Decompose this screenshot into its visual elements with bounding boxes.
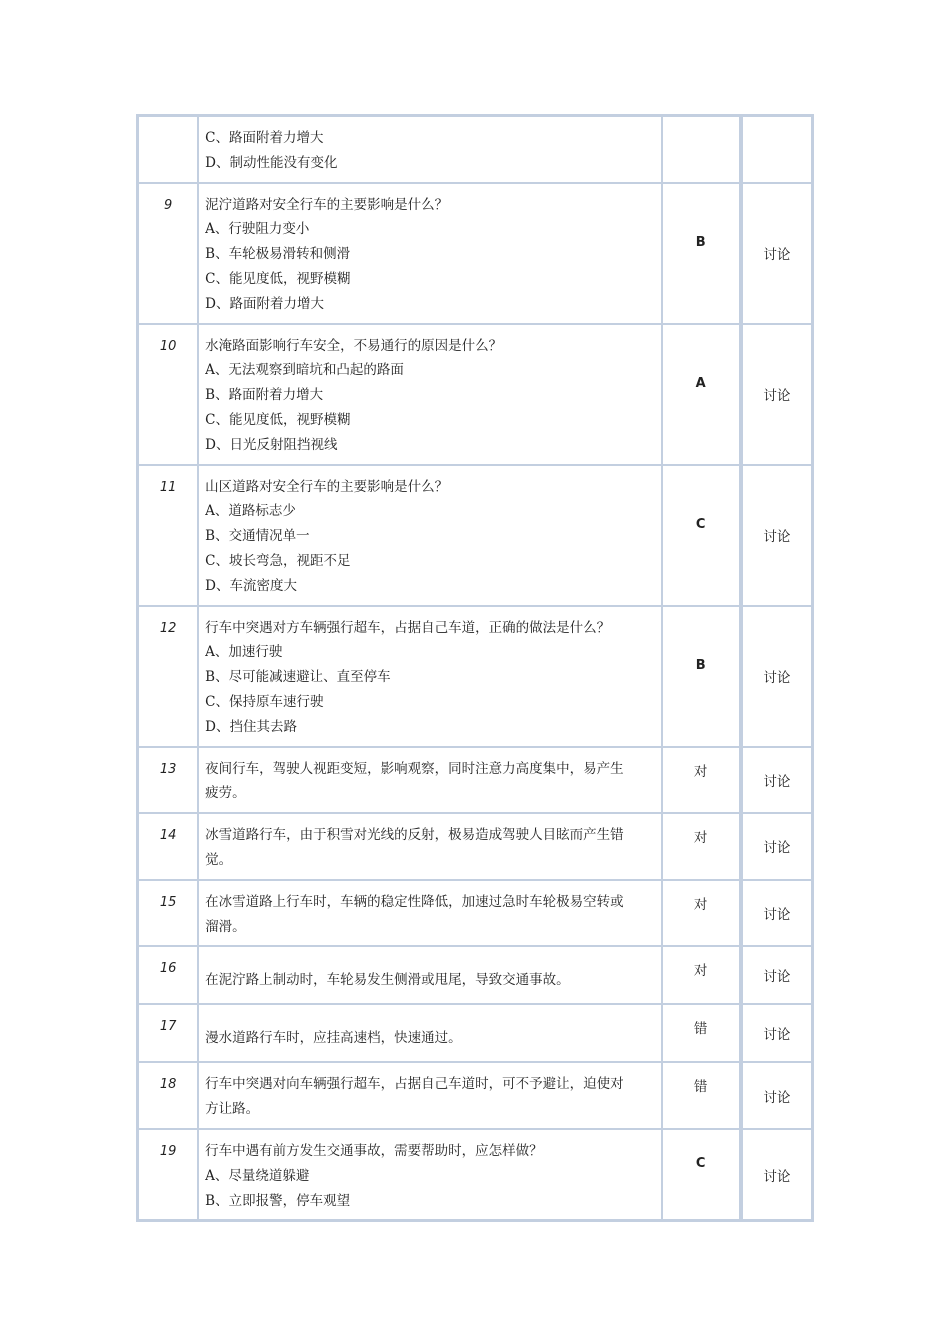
- correct-answer: A: [695, 375, 706, 391]
- question-line: 在冰雪道路上行车时，车辆的稳定性降低，加速过急时车轮极易空转或: [205, 893, 624, 910]
- question-text: [199, 1063, 660, 1128]
- question-line: 漫水道路行车时，应挂高速档，快速通过。: [205, 1030, 462, 1047]
- answer-option: B、尽可能减速避让、直至停车: [205, 669, 391, 686]
- answer-option: B、立即报警，停车观望: [205, 1192, 351, 1209]
- question-number-cell: [138, 324, 198, 465]
- question-number: 15: [159, 894, 177, 910]
- answer-option: D、挡住其去路: [205, 718, 297, 735]
- correct-answer: 对: [693, 763, 708, 780]
- question-stem: 水淹路面影响行车安全，不易通行的原因是什么？: [205, 337, 503, 354]
- question-line: 夜间行车，驾驶人视距变短，影响观察，同时注意力高度集中，易产生: [205, 760, 624, 777]
- question-line: 方让路。: [205, 1101, 260, 1118]
- question-text: [199, 325, 660, 464]
- question-row: [138, 1062, 812, 1129]
- question-text: [199, 814, 660, 879]
- question-line: 疲劳。: [205, 785, 246, 802]
- discuss-cell: [740, 1004, 812, 1062]
- question-number-cell: [138, 116, 198, 183]
- question-number-cell: [138, 880, 198, 947]
- discuss-cell: [740, 183, 812, 324]
- question-line: 冰雪道路行车，由于积雪对光线的反射，极易造成驾驶人目眩而产生错: [205, 827, 624, 844]
- question-number-cell: [138, 465, 198, 606]
- answer-option: B、车轮极易滑转和侧滑: [205, 246, 351, 263]
- question-text: [199, 117, 660, 182]
- answer-cell: [662, 1062, 740, 1129]
- discuss-cell: [740, 747, 812, 814]
- question-row: [138, 324, 812, 465]
- question-row: [138, 946, 812, 1004]
- question-number-cell: [138, 1129, 198, 1220]
- question-stem: 行车中突遇对方车辆强行超车，占据自己车道，正确的做法是什么？: [205, 619, 611, 636]
- discuss-cell: [740, 1129, 812, 1220]
- question-row: [138, 465, 812, 606]
- correct-answer: 对: [693, 830, 708, 847]
- discuss-cell: [740, 606, 812, 747]
- question-text-cell: [198, 465, 661, 606]
- answer-option: D、日光反射阻挡视线: [205, 436, 338, 453]
- question-text-cell: [198, 946, 661, 1004]
- question-text-cell: [198, 606, 661, 747]
- answer-option: A、尽量绕道躲避: [205, 1167, 310, 1184]
- question-text-cell: [198, 1004, 661, 1062]
- quiz-table-body: [138, 116, 812, 1220]
- answer-option: C、保持原车速行驶: [205, 693, 324, 710]
- discuss-link[interactable]: 讨论: [763, 907, 791, 924]
- answer-option: A、行驶阻力变小: [205, 221, 310, 238]
- question-number: 18: [159, 1077, 177, 1093]
- question-row: [138, 747, 812, 814]
- answer-option: B、路面附着力增大: [205, 387, 324, 404]
- question-text-cell: [198, 116, 661, 183]
- discuss-link[interactable]: 讨论: [763, 670, 791, 687]
- answer-cell: [662, 1129, 740, 1220]
- question-line: 溜滑。: [205, 918, 246, 935]
- correct-answer: C: [695, 1155, 706, 1171]
- question-number: 13: [159, 761, 177, 777]
- answer-option: D、路面附着力增大: [205, 295, 324, 312]
- question-number: 19: [159, 1143, 177, 1159]
- discuss-link[interactable]: 讨论: [763, 1089, 791, 1106]
- discuss-cell: [740, 465, 812, 606]
- answer-option: B、交通情况单一: [205, 528, 310, 545]
- question-number-cell: [138, 606, 198, 747]
- question-number: 16: [159, 961, 177, 977]
- correct-answer: C: [695, 516, 706, 532]
- answer-option: A、道路标志少: [205, 503, 296, 520]
- question-number-cell: [138, 183, 198, 324]
- question-number: 12: [159, 620, 177, 636]
- answer-cell: [662, 880, 740, 947]
- question-number-cell: [138, 1062, 198, 1129]
- correct-answer: 错: [693, 1021, 708, 1038]
- question-text-cell: [198, 747, 661, 814]
- question-text-cell: [198, 183, 661, 324]
- question-text: [199, 184, 660, 323]
- question-number: 11: [159, 479, 177, 495]
- question-text-cell: [198, 324, 661, 465]
- answer-cell: [662, 116, 740, 183]
- question-number: 10: [159, 338, 177, 354]
- question-row: [138, 1129, 812, 1220]
- question-line: 在泥泞路上制动时，车轮易发生侧滑或甩尾，导致交通事故。: [205, 972, 570, 989]
- question-number-cell: [138, 1004, 198, 1062]
- question-row: [138, 116, 812, 183]
- question-row: [138, 880, 812, 947]
- question-text-cell: [198, 1129, 661, 1220]
- discuss-cell: [740, 880, 812, 947]
- correct-answer: 错: [693, 1079, 708, 1096]
- question-number: 17: [159, 1019, 177, 1035]
- question-row: [138, 606, 812, 747]
- correct-answer: B: [695, 657, 706, 673]
- correct-answer: [663, 117, 739, 129]
- question-row: [138, 813, 812, 880]
- question-number-cell: [138, 813, 198, 880]
- question-stem: 行车中遇有前方发生交通事故，需要帮助时，应怎样做？: [205, 1142, 543, 1159]
- question-text: [199, 466, 660, 605]
- question-line: D、制动性能没有变化: [205, 154, 338, 171]
- answer-cell: [662, 813, 740, 880]
- question-line: 觉。: [205, 851, 233, 868]
- answer-cell: [662, 747, 740, 814]
- question-number: 9: [163, 197, 173, 213]
- question-line: 行车中突遇对向车辆强行超车，占据自己车道时，可不予避让，迫使对: [205, 1076, 624, 1093]
- answer-option: A、无法观察到暗坑和凸起的路面: [205, 362, 404, 379]
- discuss-link[interactable]: 讨论: [763, 529, 791, 546]
- discuss-link[interactable]: 讨论: [763, 1027, 791, 1044]
- question-text: [199, 1130, 660, 1219]
- answer-option: C、能见度低，视野模糊: [205, 270, 351, 287]
- quiz-table: [136, 114, 814, 1222]
- answer-cell: [662, 183, 740, 324]
- answer-option: A、加速行驶: [205, 644, 283, 661]
- question-text-cell: [198, 880, 661, 947]
- discuss-cell: [740, 946, 812, 1004]
- discuss-cell: [740, 813, 812, 880]
- answer-cell: [662, 946, 740, 1004]
- question-text: [199, 881, 660, 946]
- question-number: 14: [159, 828, 177, 844]
- correct-answer: 对: [693, 896, 708, 913]
- question-row: [138, 183, 812, 324]
- discuss-link[interactable]: 讨论: [763, 969, 791, 986]
- question-text: [199, 748, 660, 813]
- question-number-cell: [138, 946, 198, 1004]
- question-text: [199, 1005, 660, 1057]
- answer-option: D、车流密度大: [205, 577, 297, 594]
- answer-cell: [662, 324, 740, 465]
- question-text: [199, 947, 660, 999]
- question-text-cell: [198, 813, 661, 880]
- question-text: [199, 607, 660, 746]
- discuss-cell: [740, 1062, 812, 1129]
- discuss-cell: [740, 116, 812, 183]
- question-number-cell: [138, 747, 198, 814]
- question-stem: 山区道路对安全行车的主要影响是什么？: [205, 478, 449, 495]
- question-line: C、路面附着力增大: [205, 130, 324, 146]
- discuss-link[interactable]: 讨论: [763, 1168, 791, 1185]
- answer-cell: [662, 465, 740, 606]
- correct-answer: B: [695, 234, 706, 250]
- question-text-cell: [198, 1062, 661, 1129]
- correct-answer: 对: [693, 963, 708, 980]
- question-number: [139, 117, 197, 131]
- answer-cell: [662, 1004, 740, 1062]
- discuss-link[interactable]: 讨论: [763, 247, 791, 264]
- answer-option: C、能见度低，视野模糊: [205, 411, 351, 428]
- discuss-link[interactable]: 讨论: [763, 773, 791, 790]
- discuss-link[interactable]: 讨论: [763, 388, 791, 405]
- discuss-cell: [740, 324, 812, 465]
- question-row: [138, 1004, 812, 1062]
- answer-option: C、坡长弯急，视距不足: [205, 552, 351, 569]
- discuss-link[interactable]: 讨论: [763, 840, 791, 857]
- answer-cell: [662, 606, 740, 747]
- question-stem: 泥泞道路对安全行车的主要影响是什么？: [205, 196, 449, 213]
